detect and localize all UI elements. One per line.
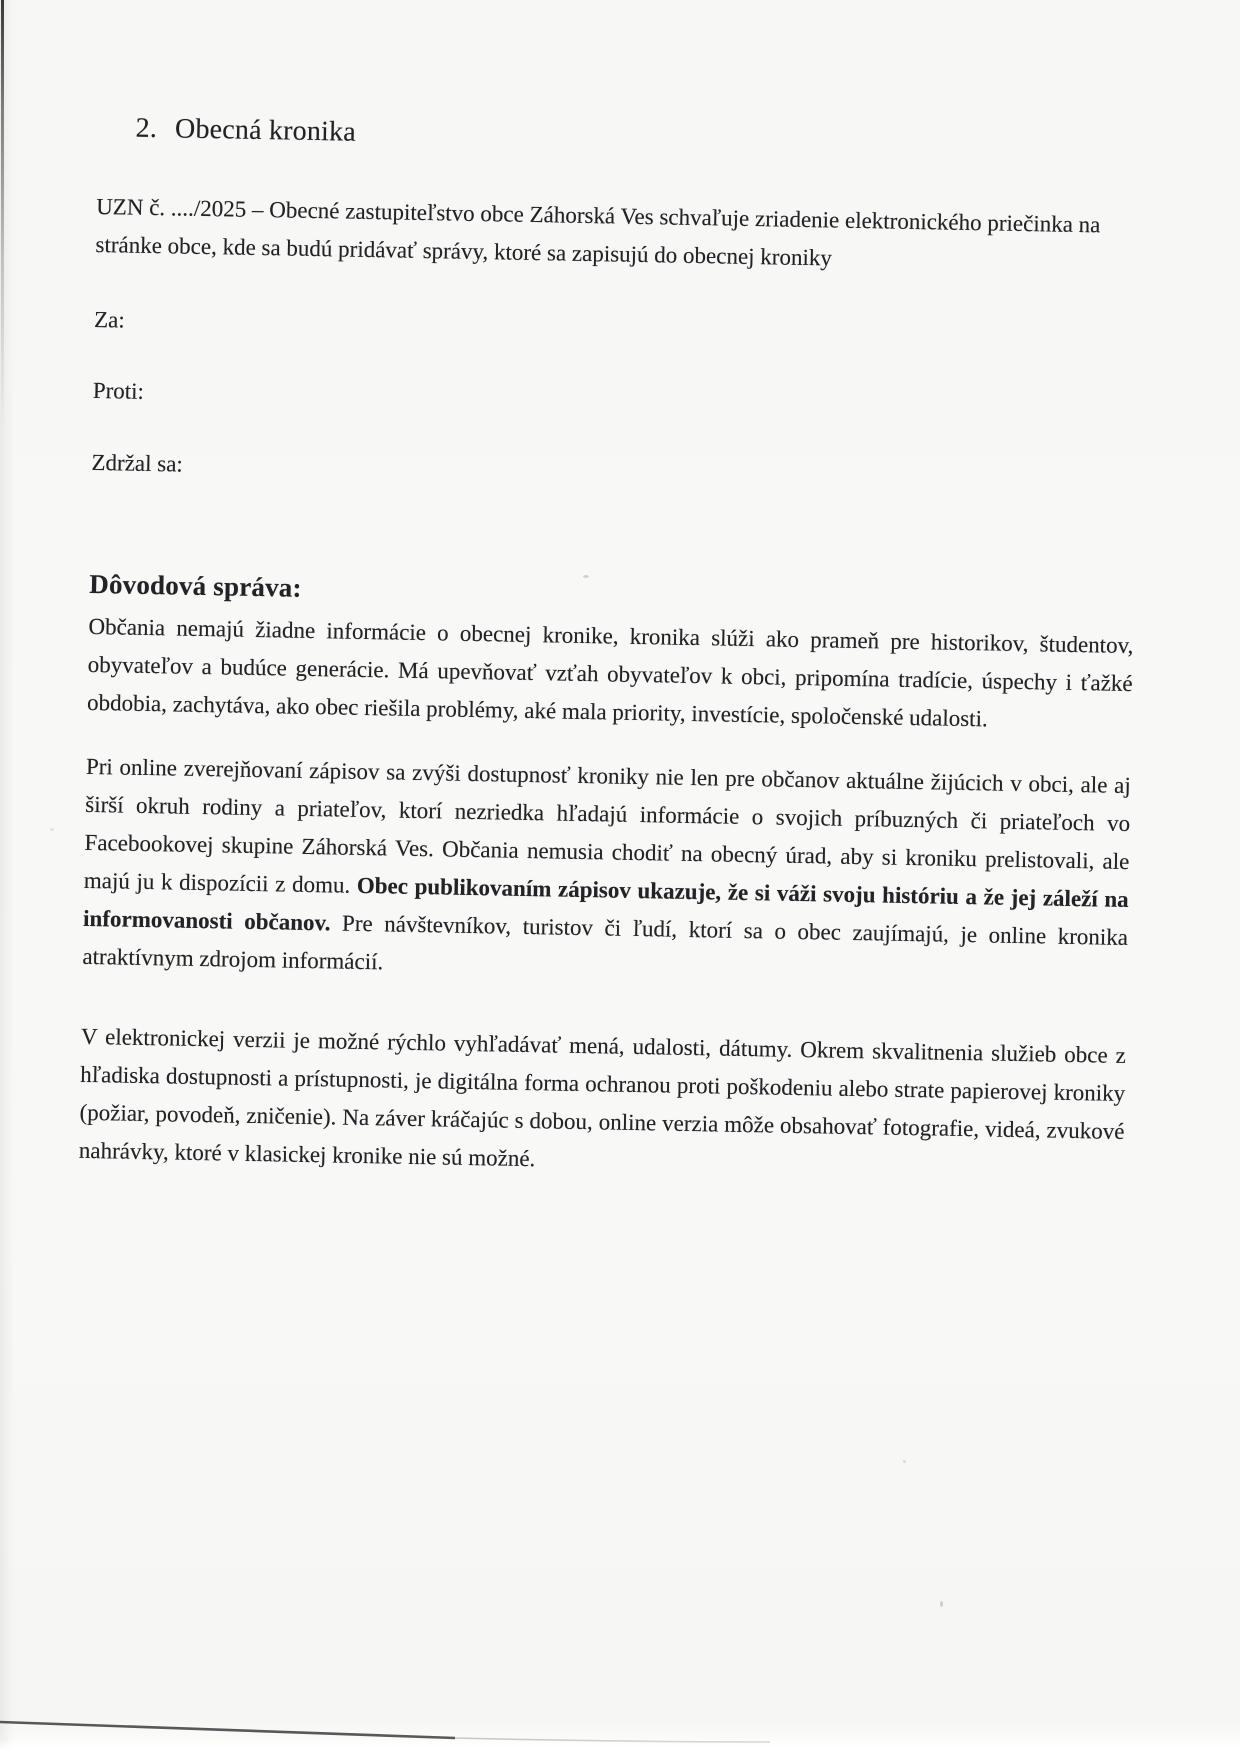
report-paragraph-2-tail: Pre návštevníkov, turistov či ľudí, ktorí sa o obec zaujímajú, je online kronika atraktívnym zdrojom informácií. [82, 910, 1129, 975]
report-paragraph-2 [82, 748, 1131, 995]
section-number: 2. [135, 112, 158, 145]
vote-label-zdrzal-sa: Zdržal sa: [91, 449, 184, 477]
section-heading [97, 0, 1144, 163]
scan-speck [903, 1460, 906, 1463]
report-paragraph-1: Občania nemajú žiadne informácie o obecnej kronike, kronika slúži ako prameň pre historikov, študentov, obyvateľov a budúce generácie. Má upevňovať vzťah obyvateľov k obci, pripomína tradície, úspechy i ťažké obdobia, zachytáva, ako obec riešila problémy, aké mala priority, investície, spoločenské udalosti. [86, 613, 1134, 732]
report-paragraph-2-bold: Obec publikovaním zápisov ukazuje, že si váži svoju históriu a že jej záleží na informovanosti občanov. [82, 872, 1129, 936]
report-heading: Dôvodová správa: [89, 568, 303, 603]
vote-label-proti: Proti: [92, 377, 145, 404]
left-edge-shade [0, 0, 14, 1755]
section-title: Obecná kronika [174, 113, 357, 148]
left-edge-scan-line [1, 0, 4, 430]
resolution-paragraph: UZN č. ..../2025 – Obecné zastupiteľstvo obce Záhorská Ves schvaľuje zriadenie elektronického priečinka na stránke obce, kde sa budú pridávať správy, ktoré sa zapisujú do obecnej kroniky [95, 193, 1101, 271]
document-body [79, 0, 1145, 1189]
scan-speck [940, 1601, 943, 1607]
bottom-white-strip [0, 1739, 1240, 1755]
report-paragraph-2-text: Pri online zverejňovaní zápisov sa zvýši dostupnosť kroniky nie len pre občanov aktuálne žijúcich v obci, ale aj širší okruh rodiny a priateľov, ktorí nezriedka hľadajú informácie o svojich príbuzných či priateľoch vo Facebookovej skupine Záhorská Ves. Občania nemusia chodiť na obecný úrad, aby si kroniku prelistovali, ale majú ju k dispozícii z domu. [83, 753, 1132, 898]
vote-label-za: Za: [93, 306, 126, 333]
report-paragraph-3: V elektronickej verzii je možné rýchlo vyhľadávať mená, udalosti, dátumy. Okrem skvalitnenia služieb obce z hľadiska dostupnosti a prístupnosti, je digitálna forma ochranou proti poškodeniu alebo strate papierovej kroniky (požiar, povodeň, zničenie). Na záver kráčajúc s dobou, online verzia môže obsahovať fotografie, videá, zvukové nahrávky, ktoré v klasickej kronike nie sú možné. [78, 1023, 1127, 1172]
scan-speck [50, 828, 54, 831]
